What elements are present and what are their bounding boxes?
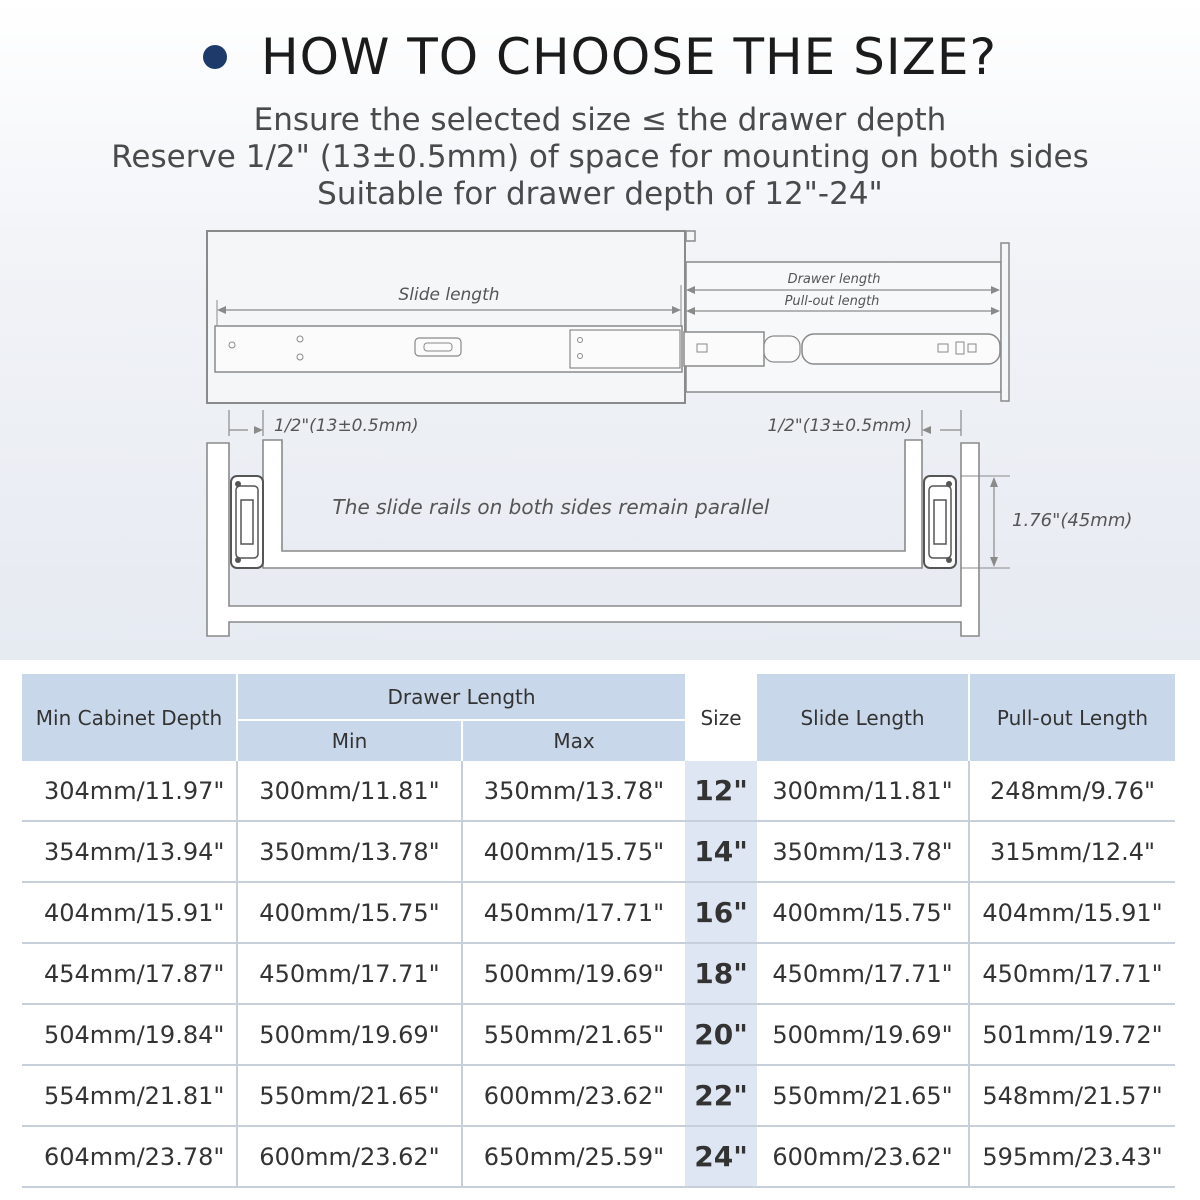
table-row xyxy=(22,1004,1175,1065)
subtitle-line-1: Ensure the selected size ≤ the drawer depth xyxy=(253,102,947,138)
left-rail-profile xyxy=(231,476,263,568)
cell-drawer-min: 450mm/17.71" xyxy=(237,943,462,1004)
parallel-note: The slide rails on both sides remain parallel xyxy=(332,495,770,519)
height-label: 1.76"(45mm) xyxy=(1012,510,1133,531)
cell-slide-length: 500mm/19.69" xyxy=(757,1004,969,1065)
header-size: Size xyxy=(685,674,757,761)
header-drawer-length: Drawer Length xyxy=(237,674,685,720)
cell-min-cabinet-depth: 604mm/23.78" xyxy=(22,1126,237,1187)
size-table xyxy=(22,674,1175,1188)
table-row xyxy=(22,821,1175,882)
cabinet-front-outline xyxy=(207,443,979,636)
pullout-length-label: Pull-out length xyxy=(784,294,880,309)
slide-rail-middle xyxy=(684,332,764,366)
cell-drawer-max: 450mm/17.71" xyxy=(462,882,685,943)
cell-size: 24" xyxy=(685,1126,757,1187)
slide-rail-fixed xyxy=(215,326,682,372)
table-row xyxy=(22,1065,1175,1126)
header-max: Max xyxy=(462,720,685,761)
cell-slide-length: 350mm/13.78" xyxy=(757,821,969,882)
cell-pullout-length: 501mm/19.72" xyxy=(969,1004,1175,1065)
cell-slide-length: 450mm/17.71" xyxy=(757,943,969,1004)
cell-min-cabinet-depth: 404mm/15.91" xyxy=(22,882,237,943)
header-min-cabinet-depth: Min Cabinet Depth xyxy=(22,674,237,761)
cell-min-cabinet-depth: 554mm/21.81" xyxy=(22,1065,237,1126)
cell-pullout-length: 248mm/9.76" xyxy=(969,761,1175,821)
cell-size: 18" xyxy=(685,943,757,1004)
drawer-front-panel xyxy=(1001,243,1009,401)
cell-min-cabinet-depth: 504mm/19.84" xyxy=(22,1004,237,1065)
cell-drawer-min: 400mm/15.75" xyxy=(237,882,462,943)
cell-drawer-min: 300mm/11.81" xyxy=(237,761,462,821)
header-slide-length: Slide Length xyxy=(757,674,969,761)
subtitle-line-2: Reserve 1/2" (13±0.5mm) of space for mounting on both sides xyxy=(111,139,1089,175)
cell-drawer-max: 550mm/21.65" xyxy=(462,1004,685,1065)
cell-pullout-length: 404mm/15.91" xyxy=(969,882,1175,943)
table-row xyxy=(22,882,1175,943)
cell-pullout-length: 595mm/23.43" xyxy=(969,1126,1175,1187)
cell-size: 16" xyxy=(685,882,757,943)
cell-size: 20" xyxy=(685,1004,757,1065)
cell-drawer-min: 500mm/19.69" xyxy=(237,1004,462,1065)
header-pullout-length: Pull-out Length xyxy=(969,674,1175,761)
drawer-length-label: Drawer length xyxy=(787,272,881,287)
cell-pullout-length: 315mm/12.4" xyxy=(969,821,1175,882)
right-rail-profile xyxy=(924,476,956,568)
cell-pullout-length: 548mm/21.57" xyxy=(969,1065,1175,1126)
cell-drawer-max: 600mm/23.62" xyxy=(462,1065,685,1126)
cell-drawer-min: 600mm/23.62" xyxy=(237,1126,462,1187)
right-gap-label: 1/2"(13±0.5mm) xyxy=(767,416,912,436)
slide-rail-inner xyxy=(802,334,1000,364)
page-title: HOW TO CHOOSE THE SIZE? xyxy=(260,28,997,86)
cabinet-corner-tab xyxy=(686,231,695,241)
left-gap-label: 1/2"(13±0.5mm) xyxy=(274,416,419,436)
cell-pullout-length: 450mm/17.71" xyxy=(969,943,1175,1004)
cell-min-cabinet-depth: 304mm/11.97" xyxy=(22,761,237,821)
cell-slide-length: 550mm/21.65" xyxy=(757,1065,969,1126)
cell-drawer-min: 550mm/21.65" xyxy=(237,1065,462,1126)
cell-drawer-max: 400mm/15.75" xyxy=(462,821,685,882)
cell-slide-length: 600mm/23.62" xyxy=(757,1126,969,1187)
cabinet-side-box xyxy=(207,231,685,403)
cell-size: 14" xyxy=(685,821,757,882)
cell-slide-length: 300mm/11.81" xyxy=(757,761,969,821)
cell-size: 12" xyxy=(685,761,757,821)
cell-drawer-max: 650mm/25.59" xyxy=(462,1126,685,1187)
cell-drawer-min: 350mm/13.78" xyxy=(237,821,462,882)
table-row xyxy=(22,761,1175,821)
cell-drawer-max: 500mm/19.69" xyxy=(462,943,685,1004)
cell-size: 22" xyxy=(685,1065,757,1126)
header-min: Min xyxy=(237,720,462,761)
subtitle-line-3: Suitable for drawer depth of 12"-24" xyxy=(317,176,883,212)
cell-min-cabinet-depth: 454mm/17.87" xyxy=(22,943,237,1004)
table-row xyxy=(22,1126,1175,1187)
cell-min-cabinet-depth: 354mm/13.94" xyxy=(22,821,237,882)
table-row xyxy=(22,943,1175,1004)
cell-slide-length: 400mm/15.75" xyxy=(757,882,969,943)
slide-length-label: Slide length xyxy=(398,285,500,305)
cell-drawer-max: 350mm/13.78" xyxy=(462,761,685,821)
